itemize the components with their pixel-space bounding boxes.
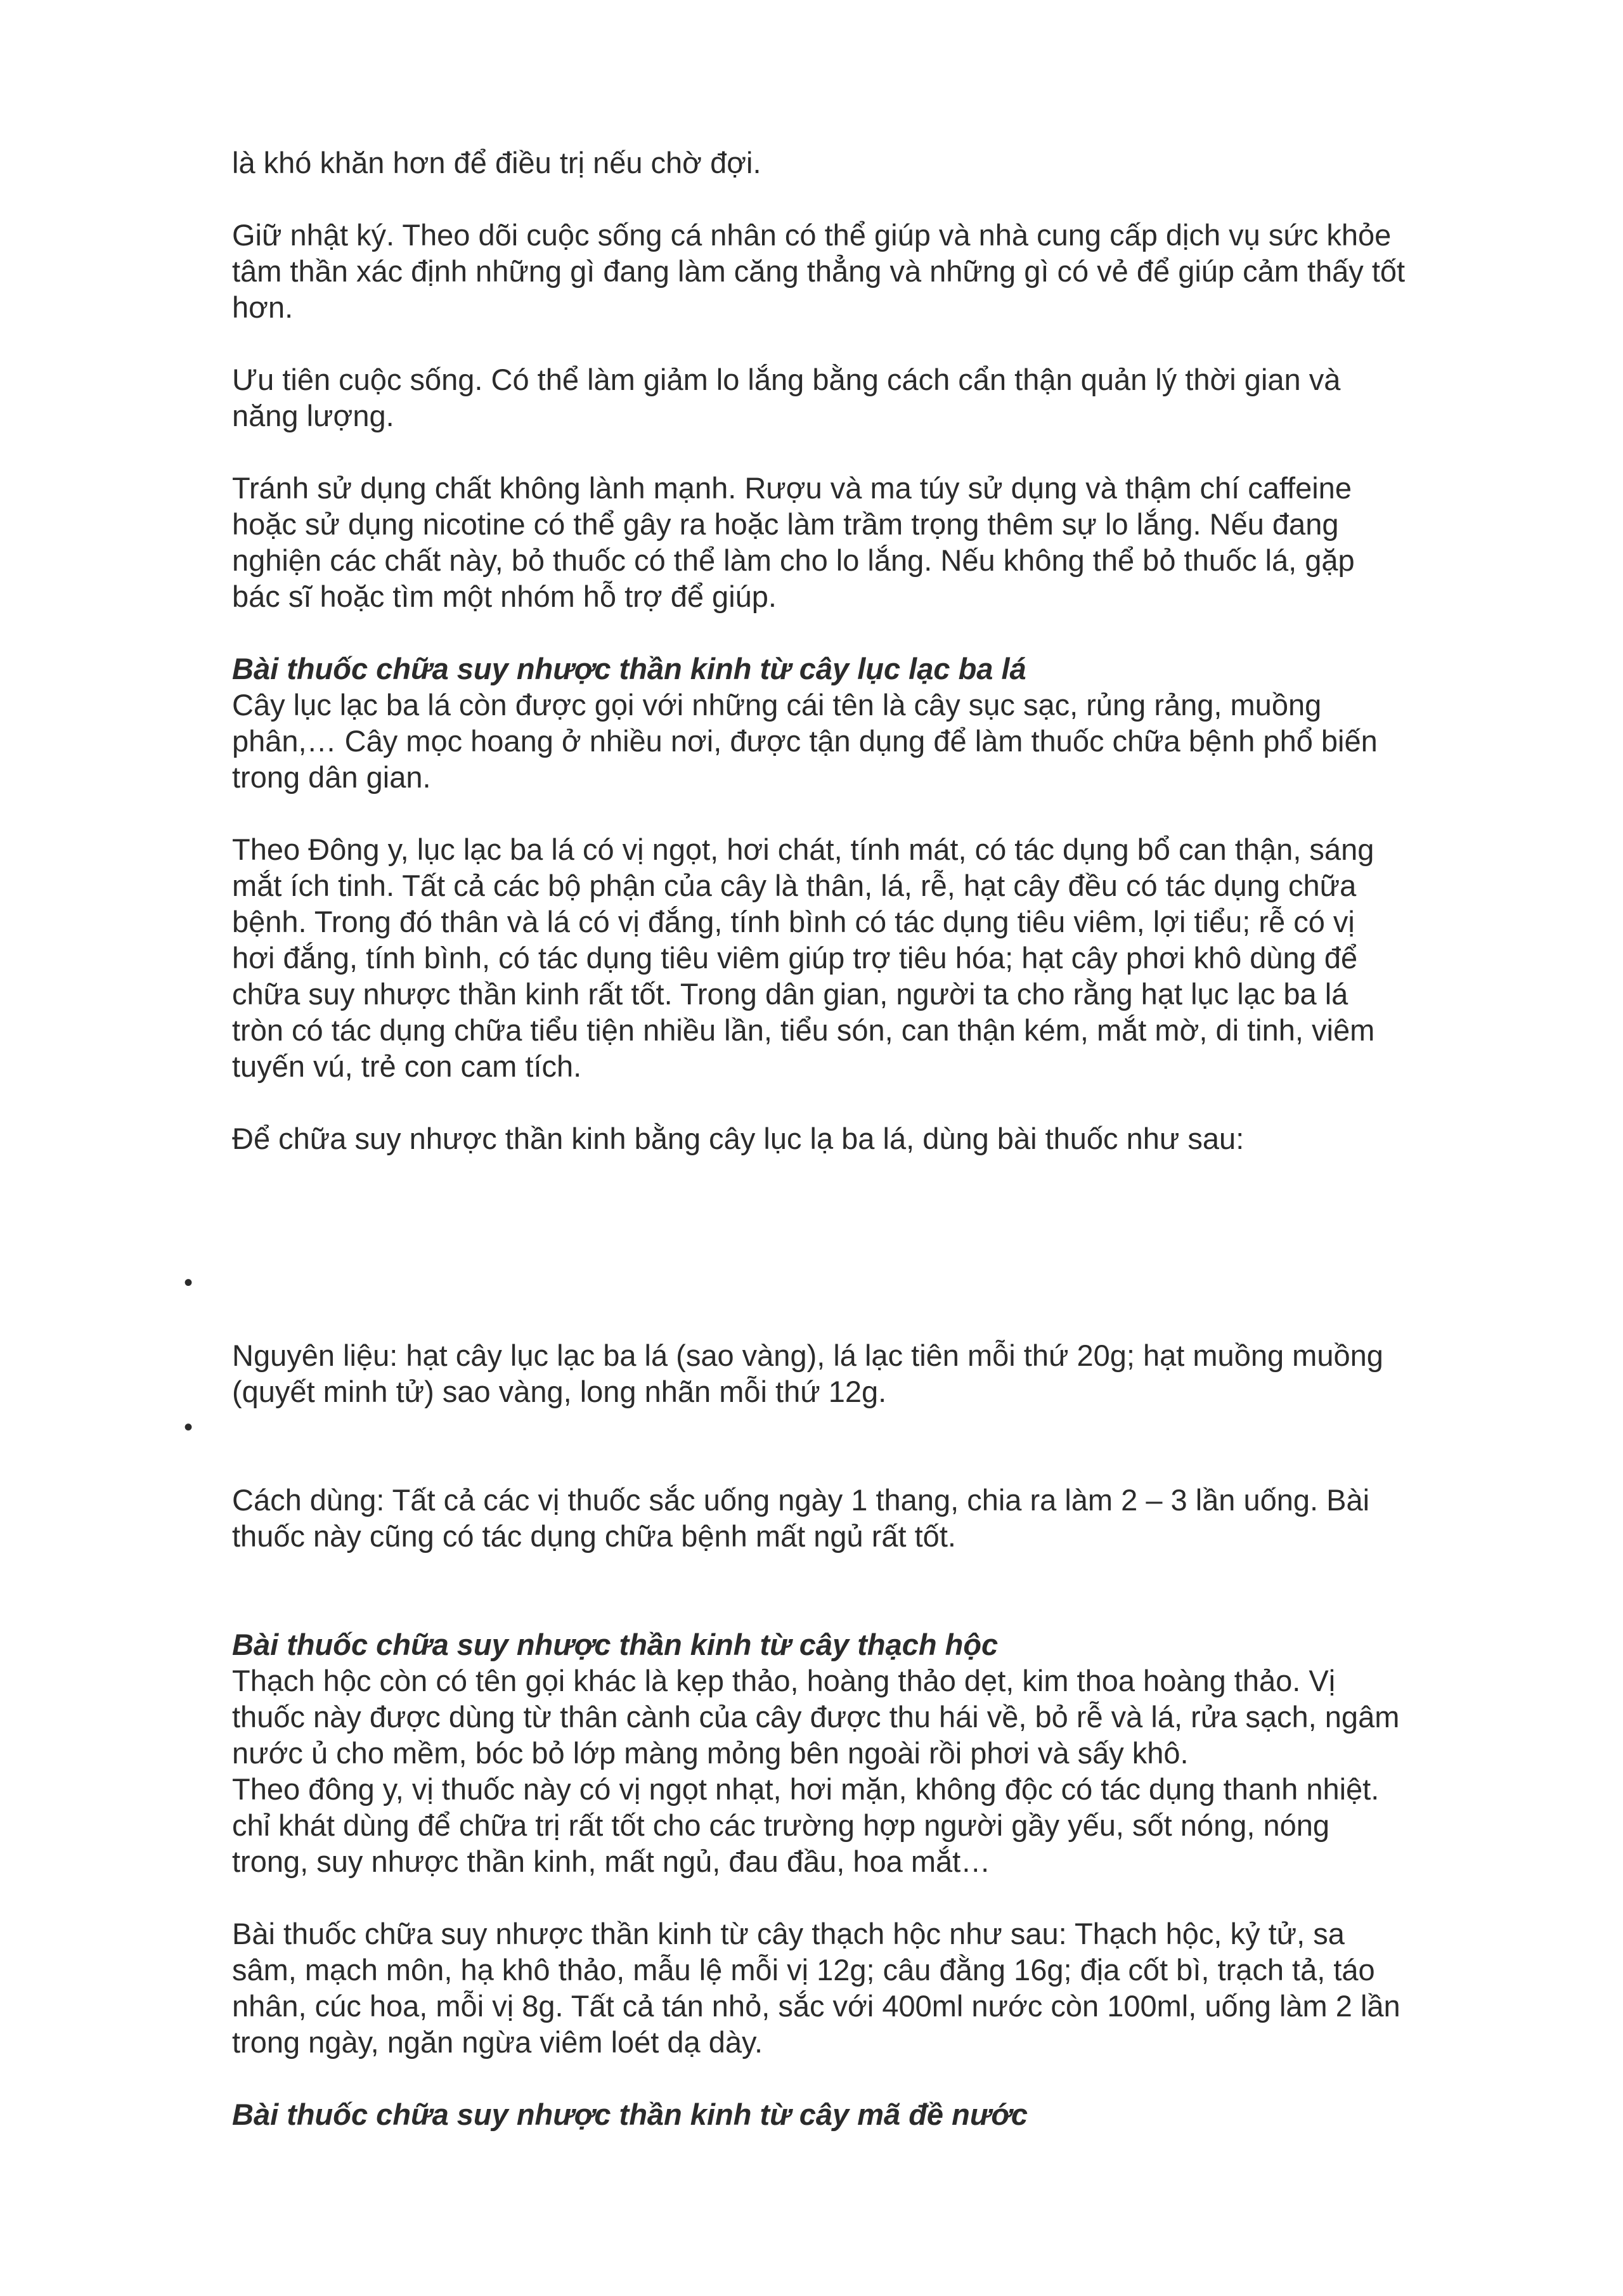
heading-thach-hoc: Bài thuốc chữa suy nhược thần kinh từ cây thạch hộc [232, 1628, 999, 1661]
paragraph-thach-hoc-remedy: Bài thuốc chữa suy nhược thần kinh từ cây thạch hộc như sau: Thạch hộc, kỷ tử, sa sâm, mạch môn, hạ khô thảo, mẫu lệ mỗi vị 12g; câu đằng 16g; địa cốt bì, trạch tả, táo nhân, cúc hoa, mỗi vị 8g. Tất cả tán nhỏ, sắc với 400ml nước còn 100ml, uống làm 2 lần trong ngày, ngăn ngừa viêm loét dạ dày. [232, 1917, 1400, 2059]
list-item-usage [184, 1410, 1475, 1554]
list-item-text: Cách dùng: Tất cả các vị thuốc sắc uống ngày 1 thang, chia ra làm 2 – 3 lần uống. Bài thuốc này cũng có tác dụng chữa bệnh mất ngủ rất tốt. [232, 1483, 1370, 1553]
spacer [232, 614, 1475, 651]
paragraph-luc-lac-remedy-intro: Để chữa suy nhược thần kinh bằng cây lục lạ ba lá, dùng bài thuốc như sau: [232, 1122, 1245, 1155]
paragraph-prioritize-life: Ưu tiên cuộc sống. Có thể làm giảm lo lắng bằng cách cẩn thận quản lý thời gian và năng lượng. [232, 363, 1341, 432]
document-page [184, 145, 1475, 2132]
list-item-ingredients [184, 1265, 1475, 1410]
paragraph-keep-journal: Giữ nhật ký. Theo dõi cuộc sống cá nhân có thể giúp và nhà cung cấp dịch vụ sức khỏe tâm thần xác định những gì đang làm căng thẳng và những gì có vẻ để giúp cảm thấy tốt hơn. [232, 218, 1406, 324]
spacer [232, 2060, 1475, 2096]
spacer [232, 1084, 1475, 1120]
heading-ma-de-nuoc: Bài thuốc chữa suy nhược thần kinh từ cây mã đề nước [232, 2098, 1028, 2131]
paragraph-luc-lac-intro: Cây lục lạc ba lá còn được gọi với những cái tên là cây sục sạc, rủng rảng, muồng phân,… Cây mọc hoang ở nhiều nơi, được tận dụng để làm thuốc chữa bệnh phổ biến trong dân gian. [232, 688, 1378, 794]
spacer [232, 325, 1475, 361]
paragraph-avoid-substances: Tránh sử dụng chất không lành mạnh. Rượu và ma túy sử dụng và thậm chí caffeine hoặc sử dụng nicotine có thể gây ra hoặc làm trầm trọng thêm sự lo lắng. Nếu đang nghiện các chất này, bỏ thuốc có thể làm cho lo lắng. Nếu không thể bỏ thuốc lá, gặp bác sĩ hoặc tìm một nhóm hỗ trợ để giúp. [232, 471, 1355, 613]
spacer [232, 795, 1475, 831]
list-item-text: Nguyên liệu: hạt cây lục lạc ba lá (sao vàng), lá lạc tiên mỗi thứ 20g; hạt muồng muồng (quyết minh tử) sao vàng, long nhãn mỗi thứ 12g. [232, 1339, 1383, 1408]
spacer [232, 434, 1475, 470]
paragraph-thach-hoc-intro: Thạch hộc còn có tên gọi khác là kẹp thảo, hoàng thảo dẹt, kim thoa hoàng thảo. Vị thuốc này được dùng từ thân cành của cây được thu hái về, bỏ rễ và lá, rửa sạch, ngâm nước ủ cho mềm, bóc bỏ lớp màng mỏng bên ngoài rồi phơi và sấy khô. Theo đông y, vị thuốc này có vị ngọt nhạt, hơi mặn, không độc có tác dụng thanh nhiệt. chỉ khát dùng để chữa trị rất tốt cho các trường hợp người gầy yếu, sốt nóng, nóng trong, suy nhược thần kinh, mất ngủ, đau đầu, hoa mắt… [232, 1664, 1400, 1878]
spacer [232, 181, 1475, 217]
spacer [232, 1879, 1475, 1916]
spacer [232, 1554, 1475, 1626]
bullet-marker: • [184, 1413, 193, 1441]
heading-luc-lac-ba-la: Bài thuốc chữa suy nhược thần kinh từ cây lục lạc ba lá [232, 652, 1026, 685]
remedy-bullet-list [184, 1265, 1475, 1554]
paragraph-luc-lac-dong-y: Theo Đông y, lục lạc ba lá có vị ngọt, hơi chát, tính mát, có tác dụng bổ can thận, sáng mắt ích tinh. Tất cả các bộ phận của cây là thân, lá, rễ, hạt cây đều có tác dụng chữa bệnh. Trong đó thân và lá có vị đắng, tính bình có tác dụng tiêu viêm, lợi tiểu; rễ có vị hơi đắng, tính bình, có tác dụng tiêu viêm giúp trợ tiêu hóa; hạt cây phơi khô dùng để chữa suy nhược thần kinh rất tốt. Trong dân gian, người ta cho rằng hạt lục lạc ba lá tròn có tác dụng chữa tiểu tiện nhiều lần, tiểu són, can thận kém, mắt mờ, di tinh, viêm tuyến vú, trẻ con cam tích. [232, 833, 1375, 1083]
spacer [232, 1157, 1475, 1265]
bullet-marker: • [184, 1269, 193, 1297]
paragraph-treatment-delay: là khó khăn hơn để điều trị nếu chờ đợi. [232, 146, 761, 179]
